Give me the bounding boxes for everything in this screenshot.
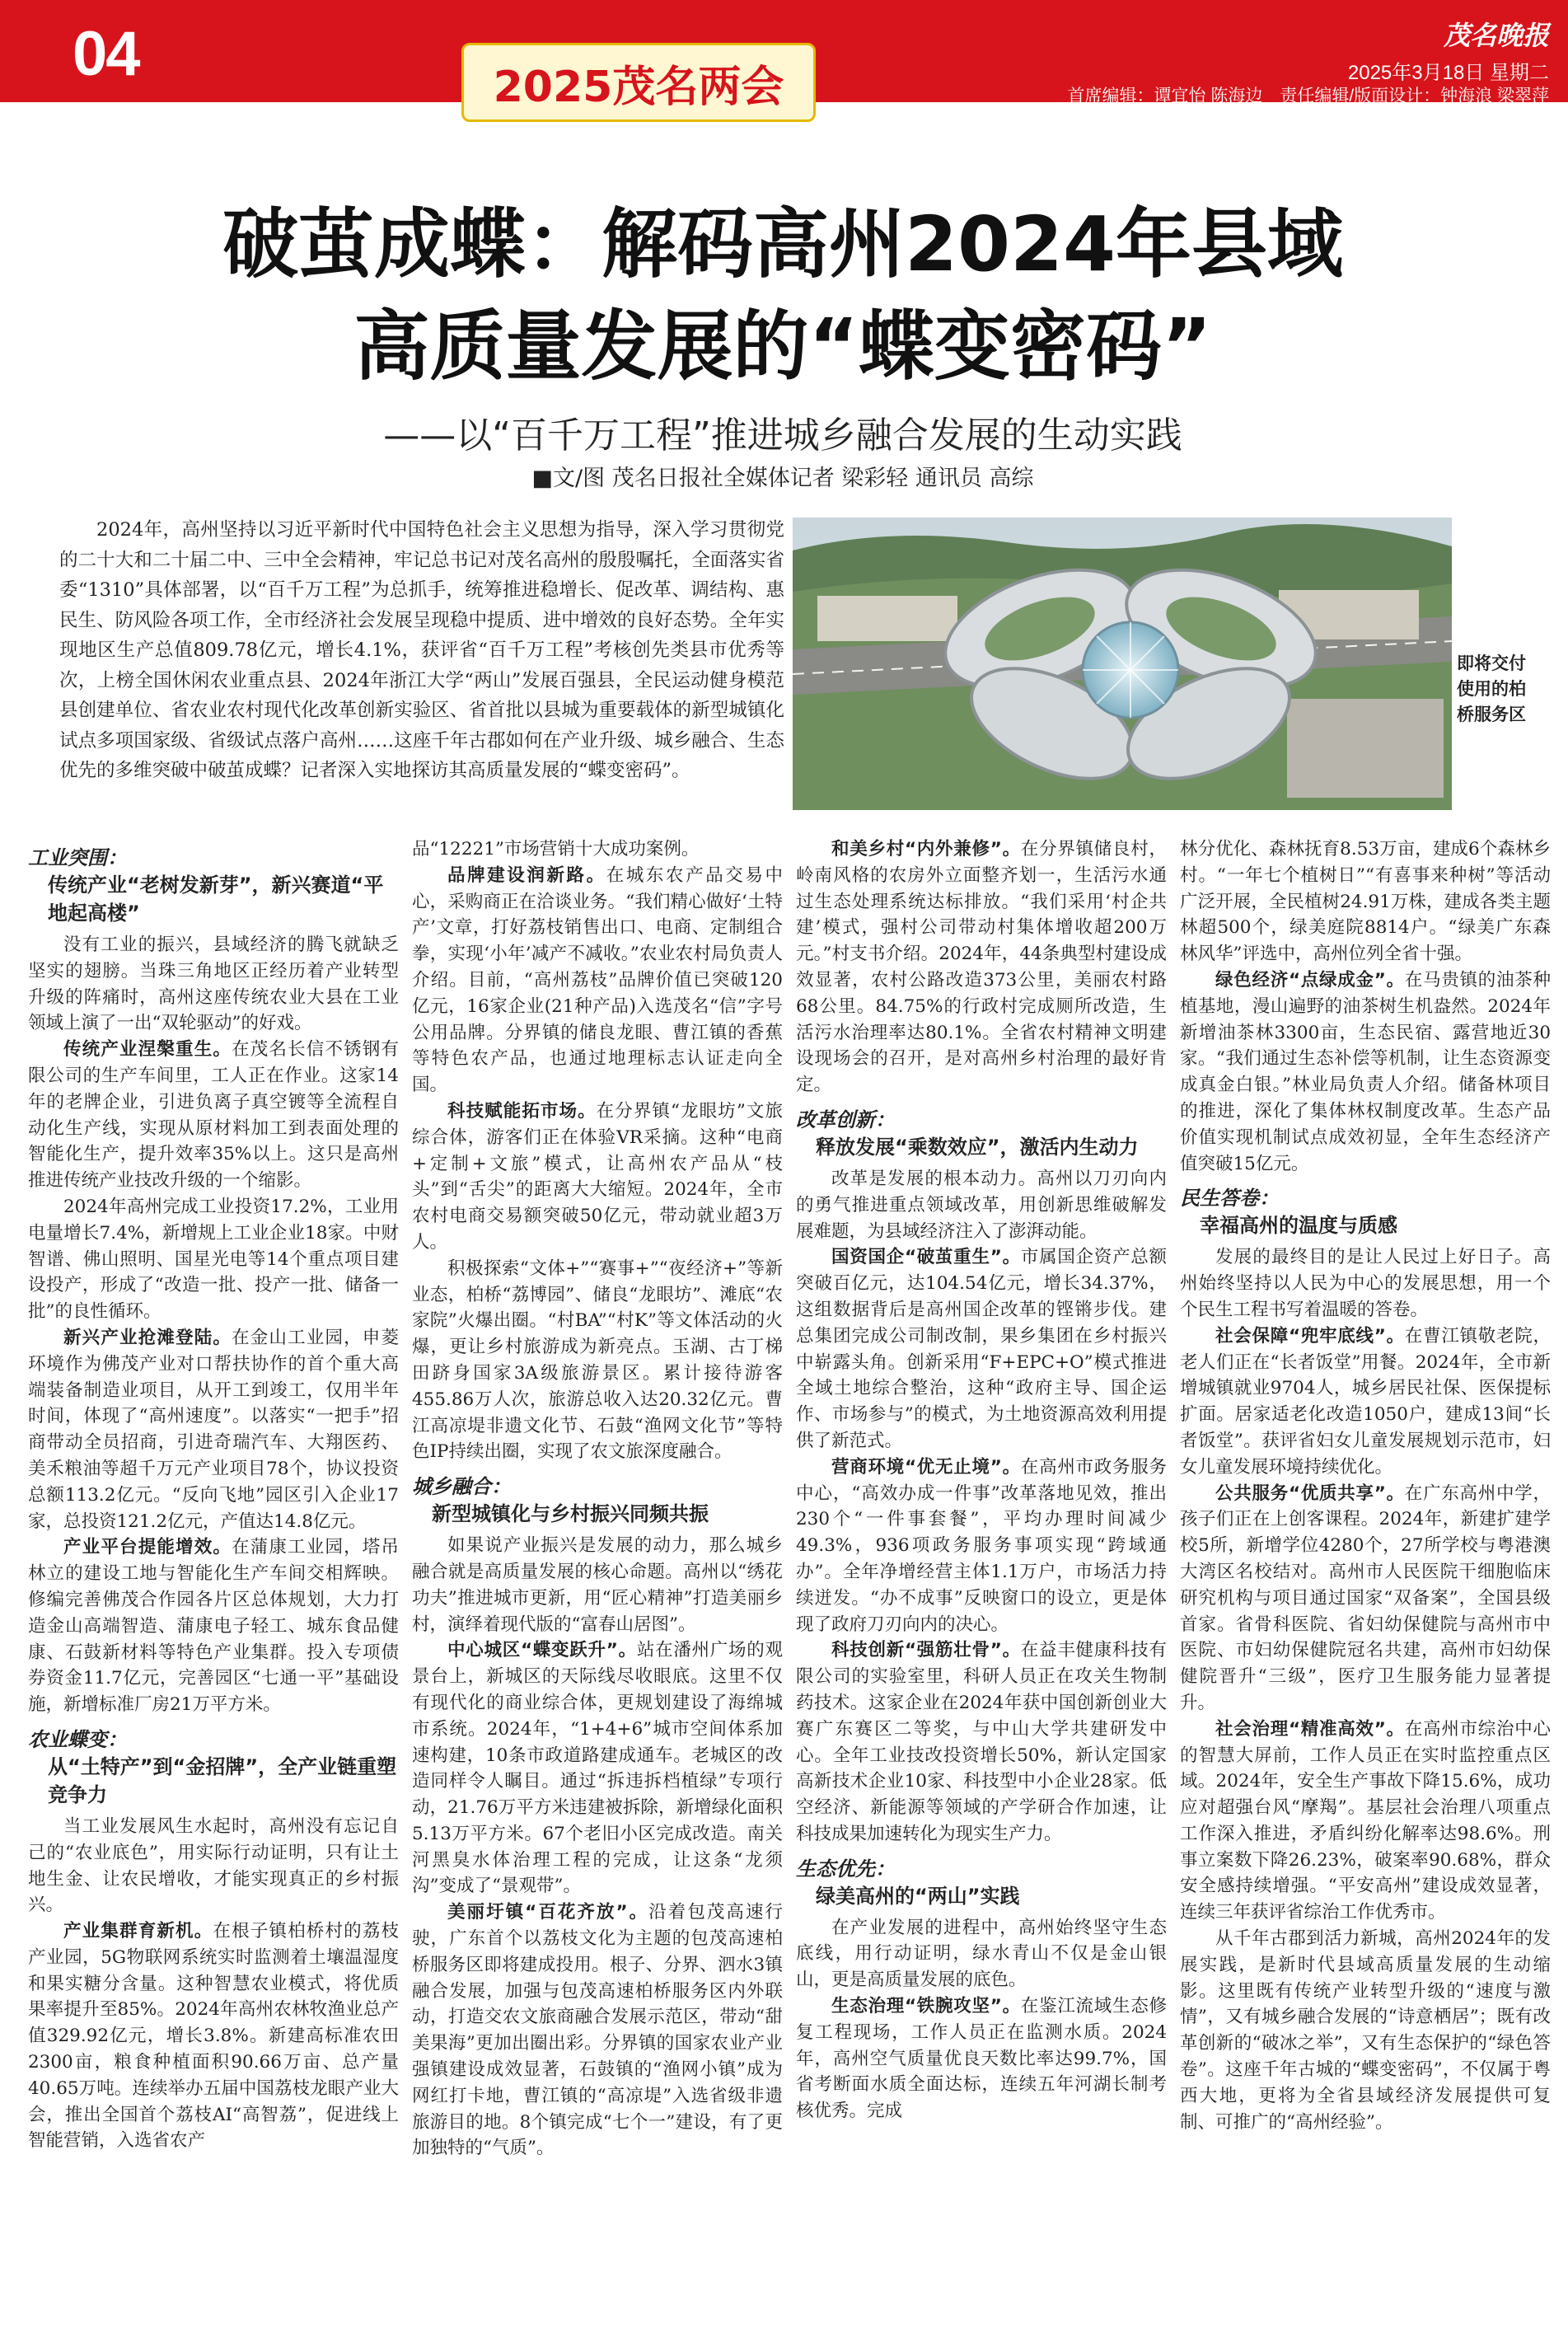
- paragraph-lead: 积极探索“文体+”“赛事+”“夜经济+”等新业态，: [412, 1258, 783, 1305]
- issue-date: 2025年3月18日 星期二: [1347, 62, 1549, 84]
- body-paragraph: 品牌建设润新路。在城东农产品交易中心，采购商正在洽谈业务。“我们精心做好‘土特产’文章，打好荔枝销售出口、电商、定制组合拳，实现‘小年’减产不减收。”农业农村局负责人介绍。目前，“高州荔枝”品牌价值已突破120亿元，16家企业(21种产品)入选茂名“信”字号公用品牌。分界镇的储良龙眼、曹江镇的香蕉等特色农产品，也通过地理标志认证走向全国。: [412, 864, 783, 1096]
- lead-paragraph: 2024年，高州坚持以习近平新时代中国特色社会主义思想为指导，深入学习贯彻党的二十大和二十届二中、三中全会精神，牢记总书记对茂名高州的殷殷嘱托，全面落实省委“1310”具体部署，以“百千万工程”为总抓手，统筹推进稳增长、促改革、调结构、惠民生、防风险各项工作，全市经济社会发展呈现稳中提质、进中增效的良好态势。全年实现地区生产总值809.78亿元，增长4.1%，获评省“百千万工程”考核创先类县市优秀等次，上榜全国休闲农业重点县、2024年浙江大学“两山”发展百强县，全民运动健身模范县创建单位、省农业农村现代化改革创新实验区、省首批以县城为重要载体的新型城镇化试点多项国家级、省级试点落户高州……这座千年古郡如何在产业升级、城乡融合、生态优先的多维突破中破茧成蝶？记者深入实地探访其高质量发展的“蝶变密码”。: [59, 519, 784, 781]
- paragraph-lead: 和美乡村“内外兼修”。: [831, 839, 1021, 860]
- newspaper-logo: 茂名晚报: [1443, 20, 1549, 51]
- body-paragraph: 公共服务“优质共享”。在广东高州中学，孩子们正在上创客课程。2024年，新建扩建学校5所，新增学位4280个，27所学校与粤港澳大湾区名校结对。高州市人民医院干细胞临床研究机构与项目通过国家“双备案”，全国县级首家。省骨科医院、省妇幼保健院与高州市中医院、市妇幼保健院冠名共建，高州市妇幼保健院晋升“三级”，医疗卫生服务能力显著提升。: [1180, 1483, 1551, 1713]
- section-tag: 改革创新：: [796, 1108, 895, 1131]
- body-paragraph: 2024年高州完成工业投资17.2%，工业用电量增长7.4%，新增规上工业企业18家。中财智谱、佛山照明、国星光电等14个重点项目建设投产，形成了“改造一批、投产一批、储备一批”的良性循环。: [28, 1196, 399, 1323]
- column-1: [28, 836, 399, 2316]
- section-tag: 民生答卷：: [1180, 1187, 1279, 1211]
- subheadline: ——以“百千万工程”推进城乡融合发展的生动实践: [383, 415, 1182, 457]
- section-title: 新型城镇化与乡村振兴同频共振: [432, 1502, 709, 1526]
- body-paragraph: 社会治理“精准高效”。在高州市综治中心的智慧大屏前，工作人员正在实时监控重点区域。2024年，安全生产事故下降15.6%，成功应对超强台风“摩羯”。基层社会治理八项重点工作深入推进，矛盾纠纷化解率达98.6%。刑事立案数下降26.23%，破案率90.68%，群众安全感持续增强。“平安高州”建设成效显著，连续三年获评省综治工作优秀市。: [1180, 1718, 1551, 1923]
- section-title: 绿美高州的“两山”实践: [816, 1884, 1020, 1908]
- section-title: 幸福高州的温度与质感: [1200, 1214, 1397, 1238]
- photo-caption: 即将交付使用的柏桥服务区: [1457, 653, 1526, 724]
- body-paragraph: 发展的最终目的是让人民过上好日子。高州始终坚持以人民为中心的发展思想，用一个个民生工程书写着温暖的答卷。: [1180, 1247, 1551, 1320]
- section-tag: 农业蝶变：: [28, 1727, 127, 1751]
- section-title: 释放发展“乘数效应”，激活内生动力: [816, 1135, 1139, 1159]
- paragraph-lead: 新兴产业抢滩登陆。: [63, 1327, 232, 1348]
- section-title: 传统产业“老树发新芽”，新兴赛道“平地起高楼”: [48, 874, 384, 925]
- body-paragraph: 科技创新“强筋壮骨”。在益丰健康科技有限公司的实验室里，科研人员正在攻关生物制药技术。这家企业在2024年获中国创新创业大赛广东赛区二等奖，与中山大学共建研发中心。全年工业技改投资增长50%，新认定国家高新技术企业10家、科技型中小企业28家。低空经济、新能源等领域的产学研合作加速，让科技成果加速转化为现实生产力。: [796, 1640, 1167, 1844]
- body-paragraph: 在产业发展的进程中，高州始终坚守生态底线，用行动证明，绿水青山不仅是金山银山，更是高质量发展的底色。: [796, 1917, 1167, 1991]
- body-paragraph: 国资国企“破茧重生”。市属国企资产总额突破百亿元，达104.54亿元，增长34.37%，这组数据背后是高州国企改革的铿锵步伐。建总集团完成公司制改制，果乡集团在乡村振兴中崭露头角。创新采用“F+EPC+O”模式推进全域土地综合整治，这种“政府主导、国企运作、市场参与”的模式，为土地资源高效利用提供了新范式。: [796, 1247, 1167, 1451]
- section-tag: 城乡融合：: [412, 1475, 511, 1499]
- paragraph-lead: 营商环境“优无止境”。: [831, 1456, 1021, 1478]
- column-3: [796, 836, 1167, 2316]
- section-heading-ecology: [796, 1856, 1167, 1910]
- body-paragraph: 和美乡村“内外兼修”。在分界镇储良村，岭南风格的农房外立面整齐划一，生活污水通过生态处理系统达标排放。“我们采用‘村企共建’模式，强村公司带动村集体增收超200万元。”村支书介绍。2024年，44条典型村建设成效显著，农村公路改造373公里，美丽农村路68公里。84.75%的行政村完成厕所改造，生活污水治理率达80.1%。全省农村精神文明建设现场会的召开，是对高州乡村治理的最好肯定。: [796, 839, 1167, 1096]
- body-paragraph: 美丽圩镇“百花齐放”。沿着包茂高速行驶，广东首个以荔枝文化为主题的包茂高速柏桥服务区即将建成投用。根子、分界、泗水3镇融合发展，加强与包茂高速柏桥服务区内外联动，打造交农文旅商融合发展示范区，带动“甜美果海”更加出圈出彩。分界镇的国家农业产业强镇建设成效显著，石鼓镇的“渔网小镇”成为网红打卡地，曹江镇的“高凉堤”入选省级非遗旅游目的地。8个镇完成“七个一”建设，有了更加独特的“气质”。: [412, 1902, 783, 2159]
- service-area-illustration: [793, 518, 1452, 810]
- section-heading-agriculture: [28, 1726, 399, 1809]
- column-2: [412, 836, 783, 2316]
- body-paragraph: 如果说产业振兴是发展的动力，那么城乡融合就是高质量发展的核心命题。高州以“绣花功夫”推进城市更新，用“匠心精神”打造美丽乡村，演绎着现代版的“富春山居图”。: [412, 1535, 783, 1635]
- paragraph-lead: 产业平台提能增效。: [63, 1537, 232, 1558]
- section-tag: 工业突围：: [28, 846, 127, 869]
- aerial-photo: [793, 518, 1452, 810]
- body-paragraph: 产业平台提能增效。在蒲康工业园，塔吊林立的建设工地与智能化生产车间交相辉映。修编完善佛茂合作园各片区总体规划，大力打造金山高端智造、蒲康电子轻工、城东食品健康、石鼓新材料等特色产业集群。投入专项债券资金11.7亿元，完善园区“七通一平”基础设施，新增标准厂房21万平方米。: [28, 1537, 399, 1716]
- body-paragraph: 积极探索“文体+”“赛事+”“夜经济+”等新业态，柏桥“荔博园”、储良“龙眼坊”、滩底“农家院”火爆出圈。“村BA”“村K”等文体活动的火爆，更让乡村旅游成为新亮点。玉湖、古丁梯田跻身国家3A级旅游景区。累计接待游客455.86万人次，旅游总收入达20.32亿元。曹江高凉堤非遗文化节、石鼓“渔网文化节”等特色IP持续出圈，实现了农文旅深度融合。: [412, 1258, 783, 1463]
- column-4: [1180, 836, 1551, 2316]
- paragraph-lead: 中心城区“蝶变跃升”。: [447, 1640, 637, 1661]
- section-heading-livelihood: [1180, 1185, 1551, 1239]
- body-paragraph: 中心城区“蝶变跃升”。站在潘州广场的观景台上，新城区的天际线尽收眼底。这里不仅有现代化的商业综合体，更规划建设了海绵城市系统。2024年，“1+4+6”城市空间体系加速构建，10条市政道路建成通车。老城区的改造同样令人瞩目。通过“拆违拆档植绿”专项行动，21.76万平方米违建被拆除，新增绿化面积5.13万平方米。67个老旧小区完成改造。南关河黑臭水体治理工程的完成，让这条“龙须沟”变成了“景观带”。: [412, 1640, 783, 1897]
- paragraph-lead: 社会治理“精准高效”。: [1215, 1718, 1405, 1740]
- body-paragraph: 科技赋能拓市场。在分界镇“龙眼坊”文旅综合体，游客们正在体验VR采摘。这种“电商+定制+文旅”模式，让高州农产品从“枝头”到“舌尖”的距离大大缩短。2024年，全市农村电商交易额突破50亿元，带动就业超3万人。: [412, 1100, 783, 1253]
- body-paragraph: 没有工业的振兴，县域经济的腾飞就缺乏坚实的翅膀。当珠三角地区正经历着产业转型升级的阵痛时，高州这座传统农业大县在工业领域上演了一出“双轮驱动”的好戏。: [28, 934, 399, 1034]
- section-heading-urban-rural: [412, 1473, 783, 1528]
- paragraph-lead: 国资国企“破茧重生”。: [831, 1247, 1021, 1268]
- body-paragraph: 营商环境“优无止境”。在高州市政务服务中心，“高效办成一件事”改革落地见效，推出230个“一件事套餐”，平均办理时间减少49.3%，936项政务服务事项实现“跨域通办”。全年净增经营主体1.1万户，市场活力持续迸发。“办不成事”反映窗口的设立，更是体现了政府刀刃向内的决心。: [796, 1456, 1167, 1635]
- masthead: [0, 0, 1568, 128]
- body-paragraph: 绿色经济“点绿成金”。在马贵镇的油茶种植基地，漫山遍野的油茶树生机盎然。2024年新增油茶林3300亩，生态民宿、露营地近30家。“我们通过生态补偿等机制，让生态资源变成真金白银。”林业局负责人介绍。储备林项目的推进，深化了集体林权制度改革。生态产品价值实现机制试点成效初显，全年生态经济产值突破15亿元。: [1180, 969, 1551, 1174]
- section-title: 从“土特产”到“金招牌”，全产业链重塑竞争力: [48, 1754, 397, 1806]
- paragraph-lead: 产业集群育新机。: [63, 1921, 213, 1942]
- body-paragraph: 新兴产业抢滩登陆。在金山工业园，申菱环境作为佛茂产业对口帮扶协作的首个重大高端装备制造业项目，从开工到竣工，仅用半年时间，体现了“高州速度”。以落实“一把手”招商带动全员招商，引进奇瑞汽车、大翔医药、美禾粮油等超千万元产业项目78个，协议投资总额113.2亿元。“反向飞地”园区引入企业17家，总投资121.2亿元，产值达14.8亿元。: [28, 1327, 399, 1532]
- paragraph-lead: 绿色经济“点绿成金”。: [1215, 969, 1405, 991]
- headline: [74, 194, 1491, 398]
- body-paragraph: 生态治理“铁腕攻坚”。在鉴江流域生态修复工程现场，工作人员正在监测水质。2024年，高州空气质量优良天数比率达99.7%，国省考断面水质全面达标，连续五年河湖长制考核优秀。完成: [796, 1996, 1167, 2122]
- editor-credits: 首席编辑：谭宜怡 陈海边 责任编辑/版面设计：钟海浪 梁翠萍: [1067, 87, 1549, 105]
- section-tag: 生态优先：: [796, 1857, 895, 1881]
- body-paragraph: 产业集群育新机。在根子镇柏桥村的荔枝产业园，5G物联网系统实时监测着土壤温湿度和果实糖分含量。这种智慧农业模式，将优质果率提升至85%。2024年高州农林牧渔业总产值329.92亿元，增长3.8%。新建高标准农田2300亩，粮食种植面积90.66万亩、总产量40.65万吨。连续举办五届中国荔枝龙眼产业大会，推出全国首个荔枝AI“高智荔”，促进线上智能营销，入选省农产: [28, 1921, 399, 2152]
- body-paragraph: 传统产业涅槃重生。在茂名长信不锈钢有限公司的生产车间里，工人正在作业。这家14年的老牌企业，引进负离子真空镀等全流程自动化生产线，实现从原材料加工到表面处理的智能化生产，提升效率35%以上。这只是高州推进传统产业技改升级的一个缩影。: [28, 1039, 399, 1192]
- paragraph-lead: 科技赋能拓市场。: [447, 1100, 597, 1122]
- body-paragraph: 改革是发展的根本动力。高州以刀刃向内的勇气推进重点领域改革，用创新思维破解发展难题，为县域经济注入了澎湃动能。: [796, 1168, 1167, 1242]
- paragraph-lead: 社会保障“兜牢底线”。: [1215, 1325, 1405, 1347]
- paragraph-lead: 传统产业涅槃重生。: [63, 1039, 232, 1061]
- body-paragraph: 社会保障“兜牢底线”。在曹江镇敬老院，老人们正在“长者饭堂”用餐。2024年，全市新增城镇就业9704人，城乡居民社保、医保提标扩面。居家适老化改造1050户，建成13间“长者饭堂”。获评省妇女儿童发展规划示范市，妇女儿童发展环境持续优化。: [1180, 1325, 1551, 1478]
- paragraph-lead: 科技创新“强筋壮骨”。: [831, 1640, 1021, 1661]
- headline-line-2: 高质量发展的“蝶变密码”: [353, 302, 1212, 391]
- paragraph-lead: 生态治理“铁腕攻坚”。: [831, 1996, 1021, 2017]
- body-paragraph: 当工业发展风生水起时，高州没有忘记自己的“农业底色”，用实际行动证明，只有让土地生金、让农民增收，才能实现真正的乡村振兴。: [28, 1815, 399, 1916]
- section-heading-industry: [28, 845, 399, 927]
- page-number: 04: [73, 19, 139, 89]
- body-paragraph: 从千年古郡到活力新城，高州2024年的发展实践，是新时代县域高质量发展的生动缩影。这里既有传统产业转型升级的“速度与激情”，又有城乡融合发展的“诗意栖居”；既有改革创新的“破冰之举”，又有生态保护的“绿色答卷”。这座千年古城的“蝶变密码”，不仅属于粤西大地，更将为全省县域经济发展提供可复制、可推广的“高州经验”。: [1180, 1928, 1551, 2133]
- paragraph-lead: 公共服务“优质共享”。: [1215, 1483, 1405, 1504]
- body-paragraph: 林分优化、森林抚育8.53万亩，建成6个森林乡村。“一年七个植树日”“有喜事来种树”等活动广泛开展，全民植树24.91万株，建成各类主题林超500个，绿美庭院8814户。“绿美广东森林风华”评选中，高州位列全省十强。: [1180, 839, 1551, 965]
- headline-line-1: 破茧成蝶：解码高州2024年县域: [222, 200, 1344, 288]
- paragraph-lead: 美丽圩镇“百花齐放”。: [447, 1902, 649, 1923]
- paragraph-lead: 品牌建设润新路。: [447, 864, 606, 886]
- body-paragraph: 品“12221”市场营销十大成功案例。: [412, 839, 700, 860]
- section-heading-reform: [796, 1107, 1167, 1161]
- section-label: 2025茂名两会: [461, 43, 816, 122]
- byline: ■文/图 茂名日报社全媒体记者 梁彩轻 通讯员 高综: [531, 466, 1034, 491]
